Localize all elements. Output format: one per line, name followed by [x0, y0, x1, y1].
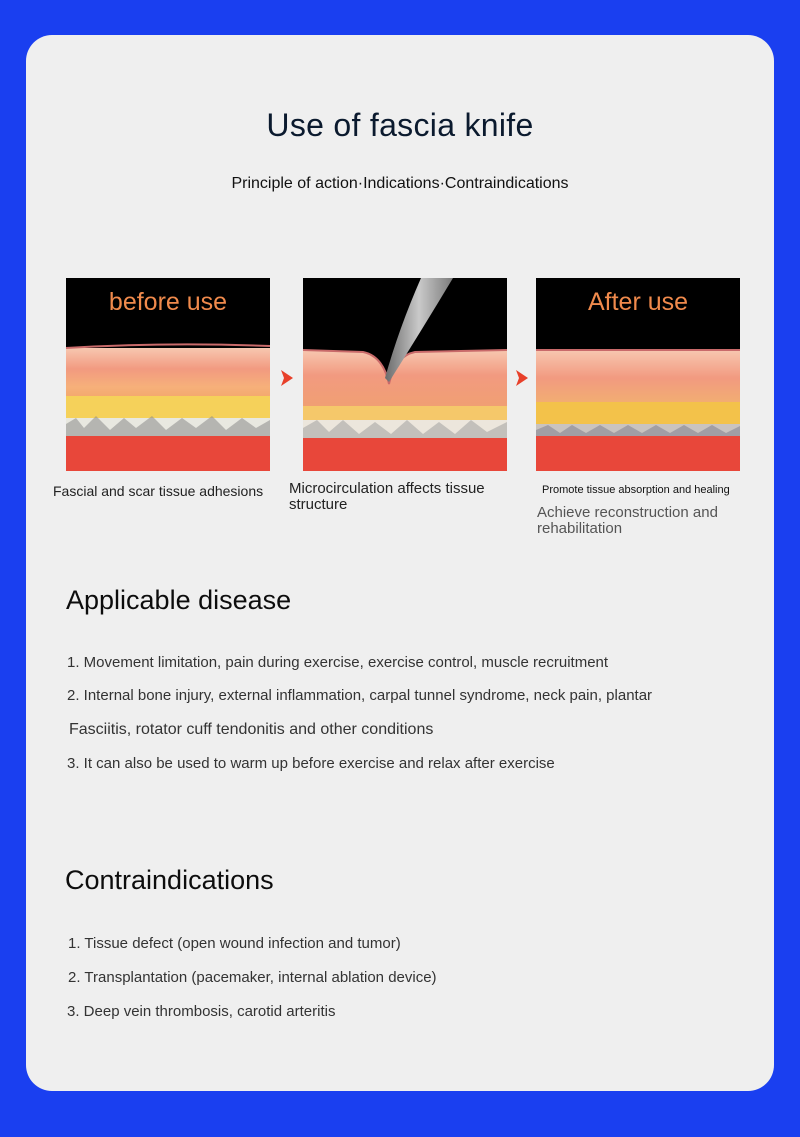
before-use-caption: Fascial and scar tissue adhesions: [53, 483, 264, 499]
knife-action-caption: Microcirculation affects tissue structure: [289, 480, 485, 513]
list-item: Fasciitis, rotator cuff tendonitis and other conditions: [69, 721, 434, 738]
after-use-label: After use: [587, 288, 689, 316]
page-title: Use of fascia knife: [266, 107, 534, 143]
page-subtitle: Principle of action·Indications·Contraindications: [231, 175, 569, 192]
list-item: 3. Deep vein thrombosis, carotid arteritis: [67, 1003, 336, 1020]
contraindications-heading: Contraindications: [65, 865, 274, 895]
after-use-image: [536, 278, 740, 471]
before-use-image: [66, 278, 270, 471]
applicable-disease-heading: Applicable disease: [66, 585, 292, 615]
content-card: [26, 35, 774, 1091]
list-item: 2. Internal bone injury, external inflammation, carpal tunnel syndrome, neck pain, plantar: [67, 687, 653, 704]
list-item: 3. It can also be used to warm up before exercise and relax after exercise: [67, 755, 555, 772]
list-item: 1. Tissue defect (open wound infection and tumor): [68, 935, 401, 952]
chevron-right-icon: [279, 369, 295, 387]
knife-action-image: [303, 278, 507, 471]
after-use-caption: Promote tissue absorption and healing: [542, 484, 730, 496]
list-item: 2. Transplantation (pacemaker, internal ablation device): [68, 969, 437, 986]
list-item: 1. Movement limitation, pain during exercise, exercise control, muscle recruitment: [67, 654, 609, 671]
before-use-label: before use: [108, 288, 228, 316]
chevron-right-icon: [514, 369, 530, 387]
after-use-caption-secondary: Achieve reconstruction and rehabilitation: [537, 504, 718, 537]
